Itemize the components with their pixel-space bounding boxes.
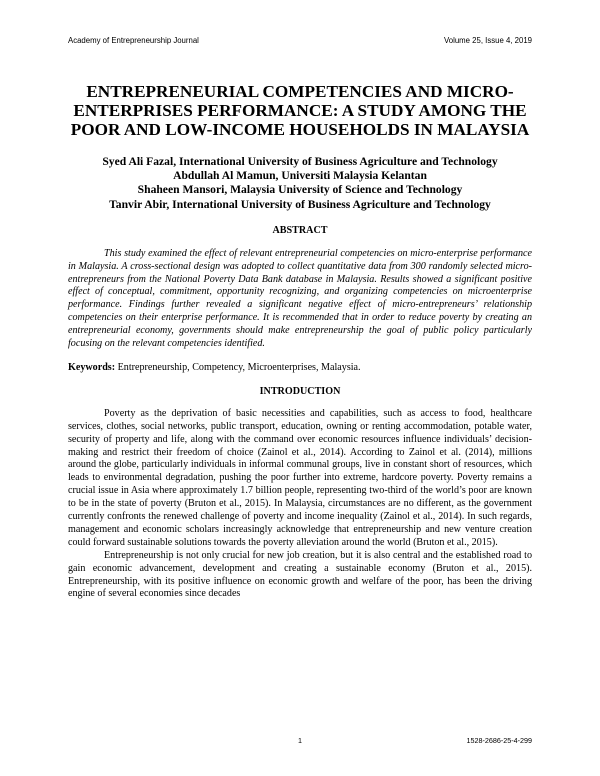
author-line: Shaheen Mansori, Malaysia University of Science and Technology: [137, 183, 463, 197]
page-footer: [68, 736, 532, 748]
article-code: 1528-2686-25-4-299: [466, 736, 532, 745]
abstract-heading: ABSTRACT: [272, 224, 328, 236]
abstract-text: This study examined the effect of relevant entrepreneurial competencies on micro-enterprise performance in Malaysia. A cross-sectional design was adopted to collect quantitative data from 300 randomly selected micro-entrepreneurs from the National Poverty Data Bank database in Malaysia. Results showed a significant positive effect of conceptual, commitment, opportunity recognizing, and organizing competencies on microenterprise performance. Findings further revealed a significant negative effect of micro-entrepreneurs’ relationship competencies on their enterprise performance. It is recommended that in order to reduce poverty by creating an entrepreneurial economy, governments should make entrepreneurship the goal of public policy particularly focusing on the relevant competencies identified.: [68, 247, 532, 350]
keywords-text: Entrepreneurship, Competency, Microenterprises, Malaysia.: [115, 361, 361, 373]
paper-title: ENTREPRENEURIAL COMPETENCIES AND MICRO-ENTERPRISES PERFORMANCE: A STUDY AMONG THE POOR AND LOW-INCOME HOUSEHOLDS IN MALAYSIA: [70, 82, 530, 139]
author-line: Syed Ali Fazal, International University of Business Agriculture and Technology: [102, 155, 498, 168]
keywords-label: Keywords:: [68, 361, 116, 373]
author-list: [68, 155, 532, 212]
body-paragraph: Entrepreneurship is not only crucial for new job creation, but it is also central and the established road to gain economic advancement, development and creating a sustainable economy (Bruton et al., 2015). Entrepreneurship, with its positive influence on economic growth and welfare of the poor, has been the driving engine of several economies since decades: [68, 549, 532, 600]
keywords: [68, 362, 532, 375]
journal-name: Academy of Entrepreneurship Journal: [68, 36, 199, 45]
running-header: [68, 36, 532, 48]
author-line: Abdullah Al Mamun, Universiti Malaysia Kelantan: [173, 169, 427, 183]
volume-issue: Volume 25, Issue 4, 2019: [444, 36, 532, 45]
body-paragraph: Poverty as the deprivation of basic necessities and capabilities, such as access to food, healthcare services, clothes, social networks, public transport, education, owning or renting accommodation, potable water, security of property and life, along with the command over economic resources influence individuals’ decision-making and restrict their freedom of choice (Zainol et al., 2014). According to Zainol et al. (2014), millions around the globe, particularly individuals in informal communal groups, live in constant short of resources, which leads to environmental degradation, pushing the poor further into extreme, hardcore poverty. Poverty remains a crucial issue in Asia where approximately 1.7 billion people, representing two-third of the world’s poor are known to be in the state of poverty (Bruton et al., 2015). In Malaysia, circumstances are no different, as the government currently confronts the renewed challenge of poverty and income inequality (Zainol et al., 2014). In such regards, management and economic scholars increasingly acknowledge that entrepreneurship and new venture creation could forward sustainable solutions towards the poverty alleviation around the world (Bruton et al., 2015).: [68, 407, 532, 548]
page-content: [68, 82, 532, 601]
introduction-heading: INTRODUCTION: [259, 385, 341, 397]
author-line: Tanvir Abir, International University of Business Agriculture and Technology: [109, 197, 491, 211]
page-number: 1: [298, 736, 302, 745]
